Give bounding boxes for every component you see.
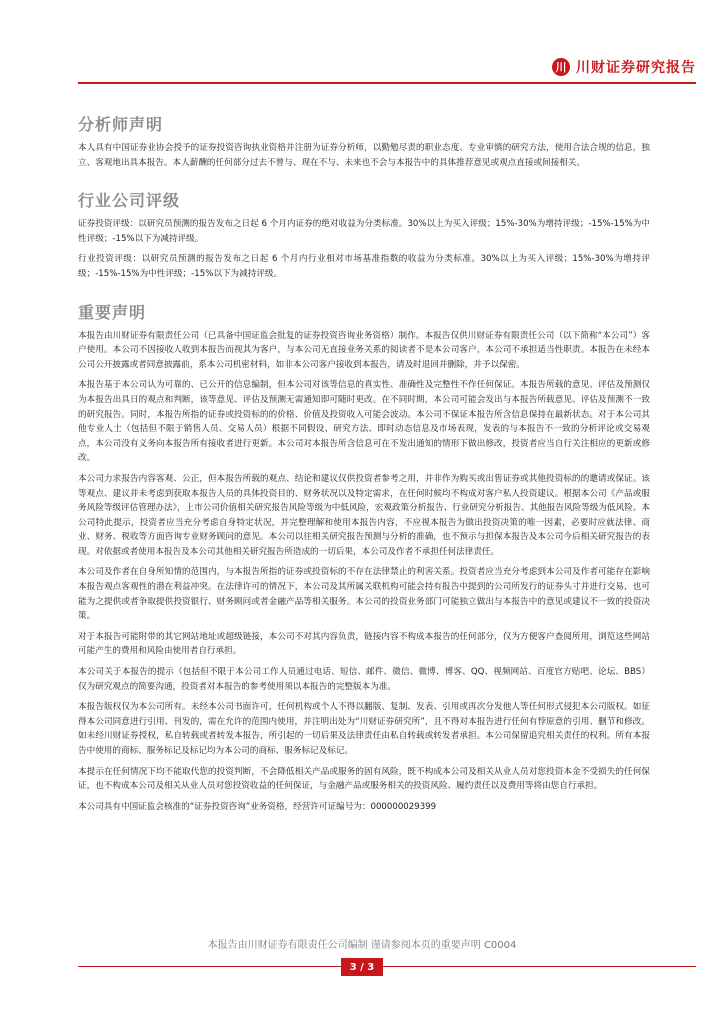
disclaimer-title: 重要声明: [78, 302, 147, 322]
brand-title: 川财证券研究报告: [576, 60, 696, 76]
report-body: [78, 112, 650, 820]
disclaimer-paragraph-8: 本提示在任何情况下均不能取代您的投资判断，不会降低相关产品或服务的固有风险，既不构成本公司及相关从业人员对您投资本金不受损失的任何保证，也不构成本公司及相关从业人员对您投资收益的任何保证，与金融产品或服务相关的投资风险、履约责任以及费用等将由您自行承担。: [78, 766, 650, 792]
analyst-statement-text: 本人具有中国证券业协会授予的证券投资咨询执业资格并注册为证券分析师，以勤勉尽责的职业态度、专业审慎的研究方法，使用合法合规的信息，独立、客观地出具本报告。本人薪酬的任何部分过去不曾与、现在不与、未来也不会与本报告中的具体推荐意见或观点直接或间接相关。: [78, 143, 650, 168]
disclaimer-paragraph-3: 本公司力求报告内容客观、公正，但本报告所载的观点、结论和建议仅供投资者参考之用，并非作为购买或出售证券或其他投资标的的邀请或保证。该等观点、建议并未考虑到获取本报告人员的具体投资目的、财务状况以及特定需求，在任何时候均不构成对客户私人投资建议。根据本公司《产品或服务风险等级评估管理办法》，上市公司价值相关研究报告风险等级为中低风险，宏观政策分析报告、行业研究分析报告、其他报告风险等级为低风险。本公司特此提示，投资者应当充分考虑自身特定状况，并完整理解和使用本报告内容，不应视本报告为做出投资决策的唯一因素，必要时应就法律、商业、财务、税收等方面咨询专业财务顾问的意见。本公司以往相关研究报告预测与分析的准确，也不预示与担保本报告及本公司今后相关研究报告的表现。对依据或者使用本报告及本公司其他相关研究报告所造成的一切后果，本公司及作者不承担任何法律责任。: [78, 473, 650, 557]
disclaimer-paragraph-4: 本公司及作者在自身所知情的范围内，与本报告所指的证券或投资标的不存在法律禁止的利害关系。投资者应当充分考虑到本公司及作者可能存在影响本报告观点客观性的潜在利益冲突。在法律许可的情况下，本公司及其所属关联机构可能会持有报告中提到的公司所发行的证券头寸并进行交易，也可能为之提供或者争取提供投资银行、财务顾问或者金融产品等相关服务。本公司的投资业务部门可能独立做出与本报告中的意见或建议不一致的投资决策。: [78, 567, 650, 622]
page-header: [78, 52, 696, 84]
disclaimer-paragraph-5: 对于本报告可能附带的其它网站地址或超级链接，本公司不对其内容负责，链接内容不构成本报告的任何部分，仅为方便客户查阅所用，浏览这些网站可能产生的费用和风险由使用者自行承担。: [78, 631, 650, 657]
disclaimer-paragraph-1: 本报告由川财证券有限责任公司（已具备中国证监会批复的证券投资咨询业务资格）制作。本报告仅供川财证券有限责任公司（以下简称“本公司”）客户使用。本公司不因接收人收到本报告而视其为客户，与本公司无直接业务关系的阅读者不是本公司客户，本公司不承担适当性职责。本报告在未经本公司公开披露或者同意披露前，系本公司机密材料，如非本公司客户接收到本报告，请及时退回并删除，并予以保密。: [78, 330, 650, 370]
footer-note: 本报告由川财证券有限责任公司编制 谨请参阅本页的重要声明 C0004: [207, 940, 517, 951]
footer-divider: [78, 966, 696, 967]
stock-rating-text: 证券投资评级：以研究员预测的报告发布之日起 6 个月内证券的绝对收益为分类标准。30%以上为买入评级；15%-30%为增持评级；-15%-15%为中性评级；-15%以下为减持评级。: [78, 219, 650, 244]
brand-logo: [552, 56, 696, 78]
company-logo-icon: 川: [552, 58, 570, 76]
page-number-badge: 3 / 3: [341, 958, 383, 976]
disclaimer-paragraph-2: 本报告基于本公司认为可靠的、已公开的信息编制，但本公司对该等信息的真实性、准确性及完整性不作任何保证。本报告所载的意见、评估及预测仅为本报告出具日的观点和判断，该等意见、评估及预测无需通知即可随时更改。在不同时期，本公司可能会发出与本报告所载意见、评估及预测不一致的研究报告。同时，本报告所指的证券或投资标的的价格、价值及投资收入可能会波动。本公司不保证本报告所含信息保持在最新状态。对于本公司其他专业人士（包括但不限于销售人员、交易人员）根据不同假设、研究方法、即时动态信息及市场表现，发表的与本报告不一致的分析评论或交易观点，本公司没有义务向本报告所有接收者进行更新。本公司对本报告所含信息可在不发出通知的情形下做出修改，投资者应当自行关注相应的更新或修改。: [78, 380, 650, 464]
disclaimer-paragraph-7: 本报告版权仅为本公司所有。未经本公司书面许可，任何机构或个人不得以翻版、复制、发表、引用或再次分发他人等任何形式侵犯本公司版权。如征得本公司同意进行引用、刊发的，需在允许的范围内使用，并注明出处为“川财证券研究所”，且不得对本报告进行任何有悖原意的引用、删节和修改。如未经川财证券授权，私自转载或者转发本报告，所引起的一切后果及法律责任由私自转载或转发者承担。本公司保留追究相关责任的权利。所有本报告中使用的商标、服务标记及标记均为本公司的商标、服务标记及标记。: [78, 702, 650, 756]
rating-title: 行业公司评级: [78, 191, 181, 211]
license-statement: 本公司具有中国证监会核准的“证券投资咨询”业务资格，经营许可证编号为：000000029399: [78, 801, 437, 812]
analyst-statement-title: 分析师声明: [78, 115, 164, 134]
industry-rating-text: 行业投资评级：以研究员预测的报告发布之日起 6 个月内行业相对市场基准指数的收益为分类标准。30%以上为买入评级；15%-30%为增持评级；-15%-15%为中性评级；-15%以下为减持评级。: [78, 254, 650, 279]
disclaimer-paragraph-6: 本公司关于本报告的提示（包括但不限于本公司工作人员通过电话、短信、邮件、微信、微博、博客、QQ、视频网站、百度官方贴吧、论坛、BBS）仅为研究观点的简要沟通，投资者对本报告的参考使用须以本报告的完整版本为准。: [78, 667, 650, 692]
